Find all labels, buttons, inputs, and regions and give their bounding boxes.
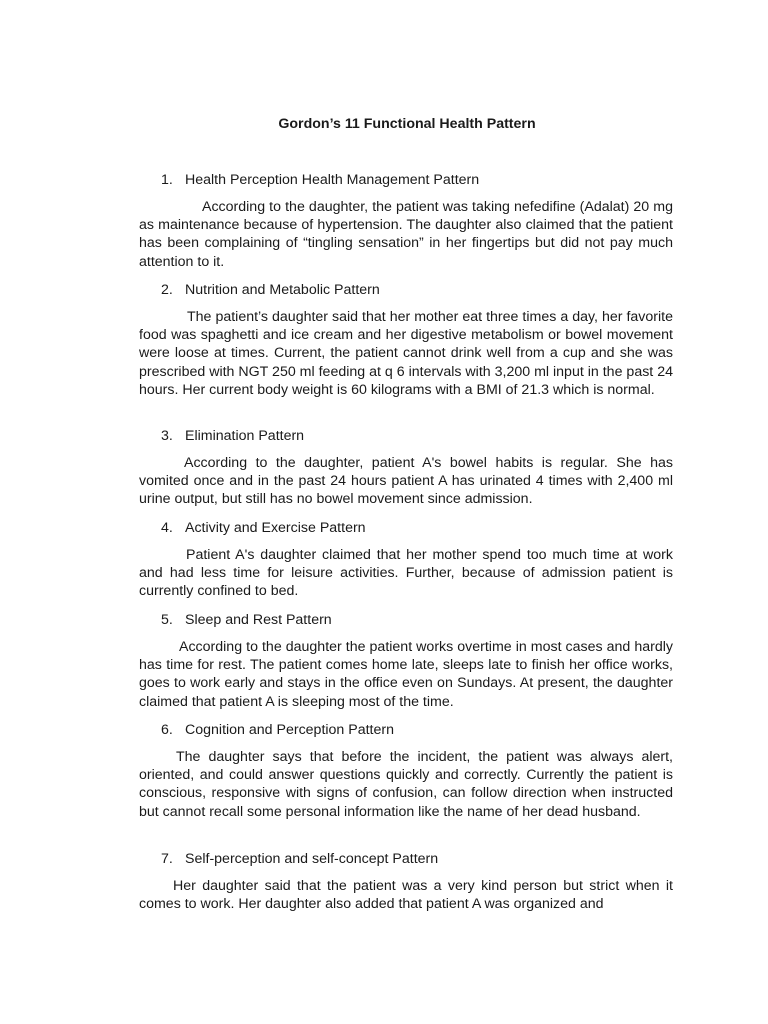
section-elimination [139,427,673,509]
section-paragraph: According to the daughter, the patient was taking nefedifine (Adalat) 20 mg as maintenance because of hypertension. The daughter also claimed that the patient has been complaining of “tingling sensation” in her fingertips but did not pay much attention to it. [139,199,673,270]
section-cognition-perception [139,721,673,821]
section-heading [161,171,673,189]
section-paragraph: The patient’s daughter said that her mother eat three times a day, her favorite food was spaghetti and ice cream and her digestive metabolism or bowel movement were loose at times. Current, the patient cannot drink well from a cup and she was prescribed with NGT 250 ml feeding at q 6 intervals with 3,200 ml input in the past 24 hours. Her current body weight is 60 kilograms with a BMI of 21.3 which is normal. [139,309,673,398]
section-number: 1. [161,172,173,188]
section-heading [161,427,673,445]
document-title: Gordon’s 11 Functional Health Pattern [278,116,536,132]
section-title: Health Perception Health Management Pattern [185,172,480,188]
section-number: 4. [161,520,173,536]
section-title: Activity and Exercise Pattern [185,520,366,536]
section-number: 6. [161,722,173,738]
section-number: 2. [161,282,173,298]
section-number: 7. [161,851,173,867]
section-paragraph: Her daughter said that the patient was a very kind person but strict when it comes to work. Her daughter also added that patient A was organized and [139,878,673,913]
section-paragraph: Patient A's daughter claimed that her mother spend too much time at work and had less time for leisure activities. Further, because of admission patient is currently confined to bed. [139,547,673,600]
section-title: Self-perception and self-concept Pattern [185,851,439,867]
section-heading [161,850,673,868]
section-heading [161,721,673,739]
section-number: 3. [161,428,173,444]
section-health-perception [139,171,673,271]
section-title: Elimination Pattern [185,428,305,444]
section-nutrition-metabolic [139,281,673,399]
section-sleep-rest [139,611,673,711]
section-title: Cognition and Perception Pattern [185,722,395,738]
section-paragraph: The daughter says that before the incident, the patient was always alert, oriented, and could answer questions quickly and correctly. Currently the patient is conscious, responsive with signs of confusion, can follow direction when instructed but cannot recall some personal information like the name of her dead husband. [139,749,673,820]
section-heading [161,281,673,299]
section-heading [161,611,673,629]
section-paragraph: According to the daughter the patient works overtime in most cases and hardly has time for rest. The patient comes home late, sleeps late to finish her office works, goes to work early and stays in the office even on Sundays. At present, the daughter claimed that patient A is sleeping most of the time. [139,639,673,710]
section-title: Sleep and Rest Pattern [185,612,332,628]
section-self-perception [139,850,673,913]
section-heading [161,519,673,537]
section-number: 5. [161,612,173,628]
section-paragraph: According to the daughter, patient A's bowel habits is regular. She has vomited once and in the past 24 hours patient A has urinated 4 times with 2,400 ml urine output, but still has no bowel movement since admission. [139,455,673,508]
section-activity-exercise [139,519,673,601]
section-title: Nutrition and Metabolic Pattern [185,282,380,298]
